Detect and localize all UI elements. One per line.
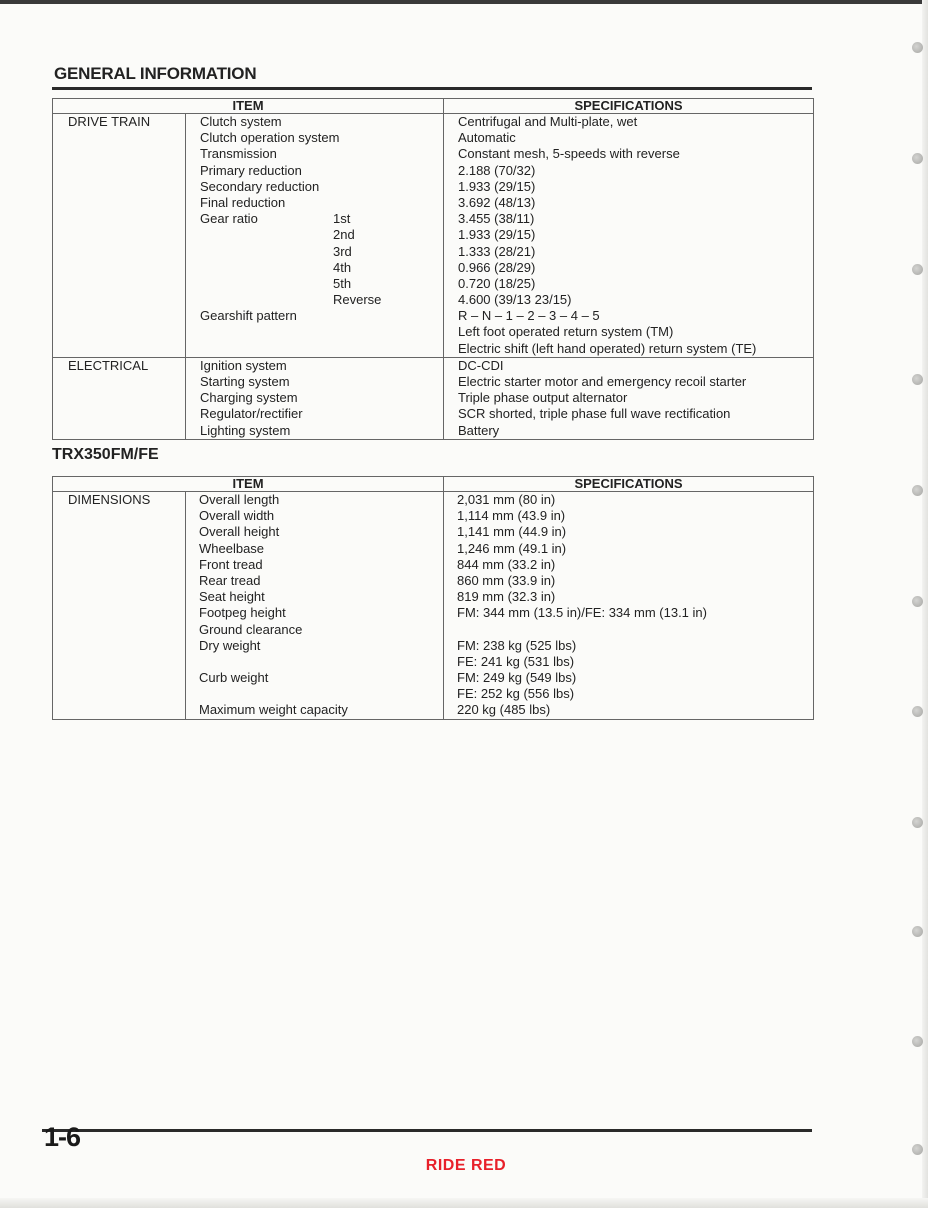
item-label: Front tread [199,556,263,572]
spec-value: Automatic [458,130,516,146]
spec-value: 2,031 mm (80 in) [457,492,556,507]
page-bottom-shadow [0,1198,928,1208]
spec-value: Constant mesh, 5-speeds with reverse [458,146,680,162]
item-label: Ignition system [200,357,287,373]
spec-value: 3.455 (38/11) [458,211,535,227]
spec-value: 1.933 (29/15) [458,178,536,194]
gear-label: Reverse [333,292,382,308]
spec-column-header: SPECIFICATIONS [444,477,814,492]
binder-hole-icon [912,264,923,275]
spec-value: 220 kg (485 lbs) [457,702,551,718]
general-spec-table [52,98,814,440]
watermark-logo: RIDE RED [425,1157,507,1174]
spec-value: Battery [458,422,500,438]
spec-value: FM: 238 kg (525 lbs) [457,637,577,653]
spec-value: DC-CDI [458,357,504,373]
item-label: Clutch operation system [200,130,340,146]
electrical-items [186,357,444,439]
spec-value: 1.933 (29/15) [458,227,536,243]
gear-label: 5th [333,275,352,291]
gear-row [200,244,443,260]
item-label: Curb weight [199,670,269,686]
item-label: Overall width [199,508,275,524]
spec-value: 1,246 mm (49.1 in) [457,540,567,556]
item-label: Maximum weight capacity [199,702,348,718]
item-label: Secondary reduction [200,178,320,194]
binder-hole-icon [912,485,923,496]
dimension-items [186,492,444,720]
footer-rule [42,1129,812,1132]
item-label: Gear ratio [200,211,258,227]
spec-value: 2.188 (70/32) [458,162,536,178]
spec-value: Left foot operated return system (TM) [458,324,674,340]
page-edge-shadow [922,0,928,1208]
table-header-row [53,99,814,114]
gear-label: 4th [333,259,352,275]
dimension-specs [444,492,814,720]
binder-hole-icon [912,926,923,937]
spec-value: Centrifugal and Multi-plate, wet [458,114,638,129]
spec-value: 3.692 (48/13) [458,194,536,210]
spec-value: 844 mm (33.2 in) [457,556,556,572]
page-title: GENERAL INFORMATION [54,64,257,83]
spec-value: FM: 249 kg (549 lbs) [457,670,577,686]
item-label: Wheelbase [199,540,265,556]
gear-row [200,260,443,276]
binder-hole-icon [912,153,923,164]
item-column-header: ITEM [53,477,444,492]
drive-train-specs [444,114,814,358]
spec-value: R – N – 1 – 2 – 3 – 4 – 5 [458,308,600,324]
table-row-electrical [53,357,814,439]
spec-value: Triple phase output alternator [458,390,628,406]
item-label: Clutch system [200,114,282,129]
spec-value: 0.966 (28/29) [458,259,536,275]
table-header-row [53,477,814,492]
item-label: Starting system [200,374,290,389]
binder-hole-icon [912,1036,923,1047]
binder-hole-icon [912,42,923,53]
item-column-header: ITEM [53,99,444,114]
category-dimensions: DIMENSIONS [53,492,186,720]
electrical-specs [444,357,814,439]
spec-value: 1,141 mm (44.9 in) [457,524,567,540]
item-label: Footpeg height [199,605,286,621]
spec-column-header: SPECIFICATIONS [444,99,814,114]
item-label: Final reduction [200,194,286,210]
gear-label: 3rd [333,243,352,259]
item-label: Seat height [199,589,265,605]
gear-row [200,227,443,243]
spec-value: SCR shorted, triple phase full wave rectification [458,406,731,422]
item-label: Overall height [199,524,280,540]
page-number: 1-6 [44,1122,81,1152]
spec-value: 1.333 (28/21) [458,243,536,259]
gear-label: 2nd [333,227,355,243]
gear-row [200,211,443,227]
item-label: Dry weight [199,637,261,653]
item-label: Rear tread [199,572,261,588]
gear-row [200,292,443,308]
gear-row [200,276,443,292]
category-drive-train: DRIVE TRAIN [53,114,186,358]
spec-value: FE: 252 kg (556 lbs) [457,686,575,702]
drive-train-items [186,114,444,358]
item-label: Primary reduction [200,162,302,178]
table-row-drive-train [53,114,814,358]
binder-hole-icon [912,374,923,385]
item-label: Regulator/rectifier [200,406,303,422]
item-label: Transmission [200,146,277,162]
title-rule [52,87,812,90]
spec-value: 0.720 (18/25) [458,275,536,291]
spec-value: FM: 344 mm (13.5 in)/FE: 334 mm (13.1 in) [457,605,707,621]
gear-label: 1st [333,211,351,227]
binder-hole-icon [912,706,923,717]
spec-value: Electric starter motor and emergency recoil starter [458,374,747,389]
spec-value: 819 mm (32.3 in) [457,589,556,605]
top-rule [0,0,928,4]
item-label: Lighting system [200,422,291,438]
spec-value: 1,114 mm (43.9 in) [457,508,566,524]
dimensions-spec-table [52,476,814,720]
item-label: Overall length [199,492,280,507]
model-subtitle: TRX350FM/FE [52,446,159,463]
item-label: Gearshift pattern [200,308,297,324]
spec-value: 860 mm (33.9 in) [457,572,556,588]
binder-hole-icon [912,596,923,607]
category-electrical: ELECTRICAL [53,357,186,439]
binder-hole-icon [912,1144,923,1155]
spec-value: FE: 241 kg (531 lbs) [457,653,575,669]
item-label: Charging system [200,390,298,406]
spec-value: 4.600 (39/13 23/15) [458,292,572,308]
binder-hole-icon [912,817,923,828]
item-label: Ground clearance [199,621,303,637]
table-row-dimensions [53,492,814,720]
spec-value: Electric shift (left hand operated) return system (TE) [458,340,757,356]
